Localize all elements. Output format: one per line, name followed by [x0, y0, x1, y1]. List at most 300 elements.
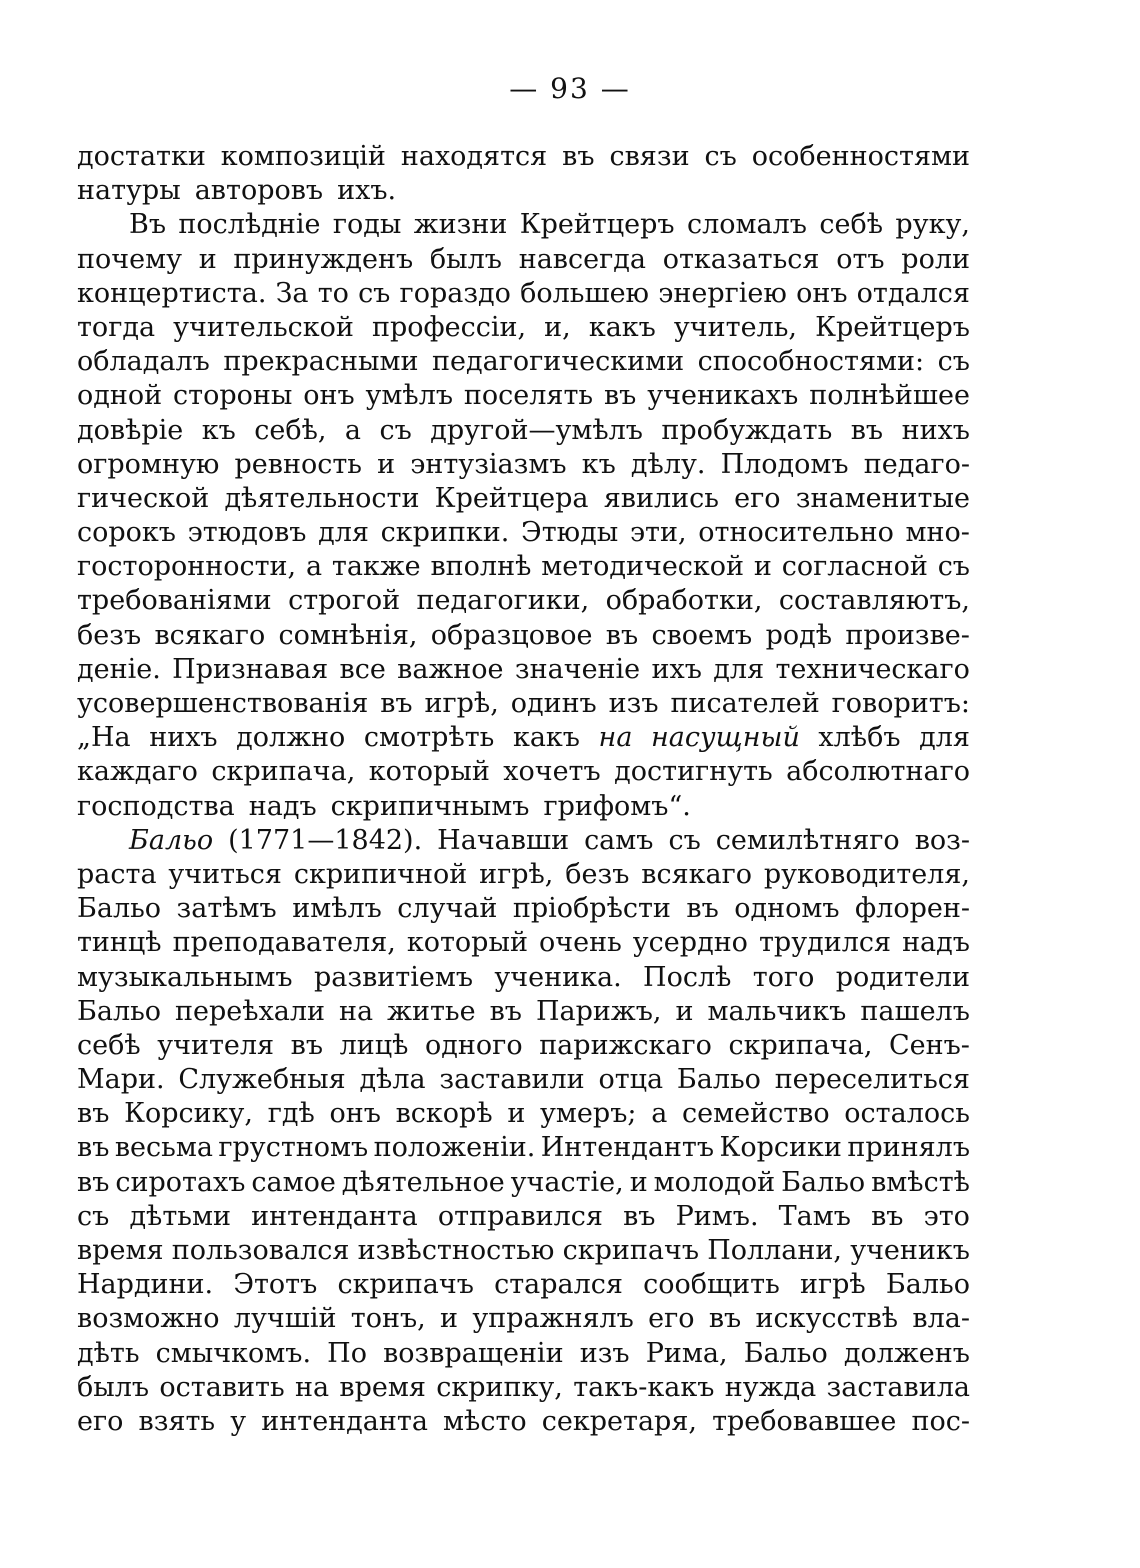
word: онъ — [329, 1098, 381, 1130]
word: Мари. — [77, 1064, 165, 1096]
word: сломалъ — [687, 209, 807, 241]
word: въ — [77, 1166, 110, 1198]
word: „На — [77, 722, 131, 754]
word: надъ — [902, 927, 970, 959]
word: трудился — [758, 927, 892, 959]
word: сомнѣнія, — [278, 619, 418, 651]
word: огромную — [77, 448, 220, 480]
word: для — [318, 517, 369, 549]
word: пос- — [911, 1405, 970, 1437]
word: образцовое — [430, 619, 593, 651]
text-line — [77, 448, 970, 482]
text-line — [77, 1371, 970, 1405]
word: Бальо — [885, 1269, 970, 1301]
word: скрипачъ — [562, 1235, 699, 1266]
word: ихъ — [651, 653, 702, 685]
text-line — [77, 824, 970, 858]
word: профессіи, — [371, 311, 527, 343]
text-line — [77, 1029, 970, 1063]
word: Служебныя — [178, 1064, 346, 1096]
word: въ — [708, 1303, 742, 1335]
word: изъ — [579, 1337, 630, 1369]
word: говоритъ: — [831, 688, 970, 719]
text-line — [77, 1063, 970, 1097]
word: время — [339, 1371, 426, 1403]
word: Начавши — [437, 824, 570, 856]
word: того — [752, 961, 815, 993]
word: почему — [77, 243, 182, 275]
word: грустномъ — [218, 1132, 369, 1164]
word: тинцѣ — [77, 927, 162, 959]
word: достигнуть — [614, 756, 773, 788]
word: явились — [603, 482, 719, 514]
word: положеніи. — [373, 1132, 536, 1164]
page-number: — 93 — — [509, 72, 631, 105]
word: умеръ; — [540, 1098, 637, 1130]
word: участіе, — [510, 1166, 624, 1198]
word: умѣлъ — [365, 380, 454, 412]
word: очень — [538, 927, 622, 959]
word: гической — [77, 482, 210, 514]
word: который — [406, 927, 528, 959]
word: это — [923, 1200, 970, 1232]
word: на — [339, 995, 374, 1027]
word: у — [230, 1405, 247, 1437]
word: концертиста. — [77, 277, 267, 309]
word: методической — [541, 551, 745, 583]
word: парижскаго — [539, 1029, 712, 1061]
text-line — [77, 1337, 970, 1371]
word: возвращеніи — [383, 1337, 564, 1369]
word: все — [339, 653, 386, 685]
word: отдался — [856, 277, 970, 309]
word: а — [344, 414, 362, 446]
word: себѣ — [819, 209, 884, 241]
word: въ — [686, 893, 719, 925]
word: и — [198, 243, 217, 275]
word: педагогики, — [416, 585, 590, 617]
word: случай — [397, 893, 498, 925]
word: учительской — [173, 311, 354, 343]
word: себѣ — [77, 1029, 141, 1061]
word: долженъ — [843, 1337, 970, 1369]
word: онъ — [796, 277, 848, 309]
word: требованіями — [77, 585, 272, 617]
word: безъ — [77, 619, 142, 651]
word: принялъ — [847, 1132, 970, 1164]
word: довѣріе — [77, 414, 184, 446]
word: одной — [77, 380, 163, 412]
text-line — [77, 892, 970, 926]
word: составляютъ, — [778, 585, 970, 617]
word: и — [675, 995, 694, 1027]
word: самое — [251, 1166, 336, 1198]
word: пользовался — [171, 1235, 350, 1266]
word: своемъ — [651, 619, 753, 651]
word: безъ — [565, 858, 630, 890]
word: былъ — [429, 243, 502, 275]
word: вполнѣ — [430, 551, 532, 583]
word: отца — [598, 1064, 664, 1096]
word: оставить — [159, 1371, 285, 1403]
word: музыкальнымъ — [77, 961, 293, 993]
word: произве- — [845, 619, 970, 651]
word: одинъ — [510, 688, 597, 719]
word: За — [275, 277, 309, 309]
body-text — [77, 140, 970, 1439]
word: раста — [77, 858, 157, 890]
word: Въ — [129, 209, 167, 241]
word: изъ — [608, 688, 659, 719]
word: Поллани, — [707, 1235, 842, 1266]
word: такъ-какъ — [573, 1371, 715, 1403]
word: вскорѣ — [395, 1098, 493, 1130]
word: и — [507, 1098, 526, 1130]
text-line — [77, 1234, 970, 1268]
word: Этюды — [521, 517, 619, 549]
text-line — [77, 414, 970, 448]
word: съ — [358, 277, 391, 309]
word: прекрасными — [223, 346, 419, 378]
word: вла- — [912, 1303, 970, 1335]
word: Бальо — [676, 1064, 761, 1096]
word: весьма — [114, 1132, 213, 1164]
word: нужда — [724, 1371, 817, 1403]
word: Римъ. — [675, 1200, 759, 1232]
word: молодой — [653, 1166, 776, 1198]
word: Крейтцеръ — [519, 209, 675, 241]
word: упражнялъ — [472, 1303, 634, 1335]
word: сорокъ — [77, 517, 176, 549]
word: искусствѣ — [755, 1303, 899, 1335]
word: жизни — [413, 209, 508, 241]
word: семейство — [682, 1098, 830, 1130]
word: усердно — [632, 927, 748, 959]
text-line — [77, 755, 970, 789]
word: лицѣ — [339, 1029, 409, 1061]
word: тогда — [77, 311, 156, 343]
text-line — [77, 516, 970, 550]
word: время — [77, 1235, 164, 1266]
word: грифомъ“. — [543, 790, 691, 822]
word: семилѣтняго — [715, 824, 900, 856]
word: имѣлъ — [292, 893, 382, 925]
text-line — [77, 550, 970, 584]
text-line — [77, 311, 970, 345]
text-line — [77, 1097, 970, 1131]
word: Интендантъ — [540, 1132, 715, 1164]
word: учиться — [168, 858, 282, 890]
word: гдѣ — [267, 1098, 315, 1130]
word: въ — [623, 1200, 656, 1232]
text-line — [77, 790, 970, 824]
word: учителя — [157, 1029, 275, 1061]
word: мно- — [905, 517, 970, 549]
word: воз- — [914, 824, 970, 856]
word: вмѣстѣ — [871, 1166, 970, 1198]
word: находятся — [400, 141, 548, 172]
word: Сенъ- — [889, 1029, 970, 1061]
word: въ — [850, 414, 884, 446]
word: на — [294, 1371, 330, 1403]
word: въ — [380, 688, 413, 719]
word: какъ — [512, 722, 580, 754]
word: а — [305, 551, 323, 583]
word: съ — [668, 824, 701, 856]
word: надъ — [248, 790, 317, 822]
word: преподавателя, — [172, 927, 396, 959]
word: натуры — [77, 175, 181, 207]
word: руководителя, — [763, 858, 970, 890]
word: какъ — [588, 311, 656, 343]
text-line — [77, 482, 970, 516]
word: строгой — [288, 585, 401, 617]
word: Бальо — [781, 1166, 866, 1198]
word: другой—умѣлъ — [430, 414, 643, 446]
word: педагогическими — [432, 346, 685, 378]
text-line — [77, 345, 970, 379]
word: въ — [603, 380, 637, 412]
word: сиротахъ — [115, 1166, 246, 1198]
word: дѣтьми — [129, 1200, 231, 1232]
word: въ — [871, 1200, 904, 1232]
word: согласной — [781, 551, 928, 583]
word: скрипки. — [380, 517, 510, 549]
word: обладалъ — [77, 346, 210, 378]
word: въ — [489, 995, 522, 1027]
word: обработки, — [605, 585, 763, 617]
word: былъ — [77, 1371, 150, 1403]
word: отправился — [437, 1200, 603, 1232]
text-line — [77, 208, 970, 242]
word: осталось — [844, 1098, 970, 1130]
word: важное — [397, 653, 504, 685]
word: скрипичнымъ — [330, 790, 530, 822]
word: одного — [425, 1029, 523, 1061]
word: дѣятельное — [341, 1166, 505, 1198]
word: всякаго — [641, 858, 752, 890]
word: поселять — [463, 380, 594, 412]
word: и — [440, 1303, 459, 1335]
word: авторовъ — [194, 175, 324, 207]
text-line — [77, 277, 970, 311]
word: дѣла — [359, 1064, 426, 1096]
word: его — [648, 1303, 695, 1335]
word: себѣ, — [254, 414, 327, 446]
text-line — [77, 653, 970, 687]
text-line — [77, 1302, 970, 1336]
word: достатки — [77, 141, 206, 172]
word: въ — [77, 1132, 110, 1164]
word: съ — [704, 141, 737, 172]
word: дѣлу. — [630, 448, 706, 480]
word: родители — [835, 961, 970, 993]
word: учитель, — [673, 311, 798, 343]
word: ученикъ — [850, 1235, 970, 1266]
word: писателей — [670, 688, 820, 719]
text-line — [77, 926, 970, 960]
word: скрипку, — [436, 1371, 563, 1403]
word: относительно — [698, 517, 894, 549]
word: житье — [387, 995, 476, 1027]
word: отказаться — [662, 243, 820, 275]
word: скрипача, — [728, 1029, 873, 1061]
word: большею — [520, 277, 650, 309]
word: съ — [937, 551, 970, 583]
text-line — [77, 1166, 970, 1200]
word: на — [598, 722, 633, 754]
text-line — [77, 1200, 970, 1234]
word: техническаго — [775, 653, 970, 685]
word: По — [327, 1337, 367, 1369]
word: самъ — [584, 824, 654, 856]
word: заставили — [439, 1064, 585, 1096]
word: госторонности, — [77, 551, 297, 583]
word: извѣстностью — [357, 1235, 555, 1266]
word: къ — [581, 448, 616, 480]
word: значеніе — [514, 653, 641, 685]
word: а — [651, 1098, 668, 1130]
word: игрѣ, — [424, 688, 499, 719]
word: нихъ — [149, 722, 218, 754]
word: родѣ — [765, 619, 833, 651]
word: каждаго — [77, 756, 198, 788]
word: ревность — [234, 448, 362, 480]
word: и — [753, 551, 772, 583]
text-line — [77, 1405, 970, 1439]
word: ученика. — [494, 961, 622, 993]
word: гораздо — [399, 277, 511, 309]
word: ученикахъ — [647, 380, 799, 412]
word: тонъ, — [350, 1303, 426, 1335]
word: хочетъ — [503, 756, 601, 788]
word: пробуждать — [661, 414, 833, 446]
word: Бальо — [743, 1337, 828, 1369]
word: пашелъ — [860, 995, 970, 1027]
word: игрѣ — [799, 1269, 866, 1301]
text-line — [77, 379, 970, 413]
word: скрипача, — [211, 756, 356, 788]
text-line — [77, 584, 970, 618]
word: композицій — [220, 141, 386, 172]
word: его — [77, 1405, 124, 1437]
word: Нардини. — [77, 1269, 214, 1301]
word: Парижъ, — [535, 995, 662, 1027]
word: интенданта — [261, 1405, 428, 1437]
word: нихъ — [901, 414, 970, 446]
word: насущный — [651, 722, 800, 754]
word: эти, — [629, 517, 687, 549]
word: годы — [332, 209, 402, 241]
word: всякаго — [154, 619, 266, 651]
word: хлѣбъ — [818, 722, 901, 754]
word: господства — [77, 790, 235, 822]
word: и — [377, 448, 396, 480]
word: мѣсто — [443, 1405, 527, 1437]
text-line — [77, 721, 970, 755]
text-line — [77, 1268, 970, 1302]
word: Крейтцеръ — [815, 311, 970, 343]
word: въ — [605, 619, 639, 651]
word: Бальо — [77, 893, 162, 925]
word: его — [734, 482, 781, 514]
text-line — [77, 687, 970, 721]
word: взять — [138, 1405, 216, 1437]
word: то — [317, 277, 349, 309]
word: ихъ. — [337, 175, 397, 207]
word: заставила — [826, 1371, 970, 1403]
word: связи — [609, 141, 690, 172]
word: энтузіазмъ — [410, 448, 567, 480]
word: энергіею — [658, 277, 787, 309]
word: затѣмъ — [176, 893, 277, 925]
word: игрѣ, — [479, 858, 554, 890]
word: онъ — [303, 380, 355, 412]
word: руку, — [895, 209, 970, 241]
word: сообщить — [643, 1269, 780, 1301]
word: скрипачъ — [337, 1269, 474, 1301]
word: дѣть — [77, 1337, 140, 1369]
word: роли — [901, 243, 970, 275]
word: смычкомъ. — [155, 1337, 312, 1369]
word: Бальо — [77, 995, 162, 1027]
word: въ — [290, 1029, 324, 1061]
text-line — [77, 140, 970, 174]
word: принужденъ — [233, 243, 414, 275]
word: Корсику, — [124, 1098, 253, 1130]
word: съ — [77, 1200, 110, 1232]
word: мальчикъ — [707, 995, 847, 1027]
word: Плодомъ — [720, 448, 849, 480]
word: деніе. — [77, 653, 161, 685]
word: дѣятельности — [224, 482, 420, 514]
word: переѣхали — [175, 995, 326, 1027]
word: и, — [544, 311, 571, 343]
word: Корсики — [719, 1132, 842, 1164]
word: абсолютнаго — [786, 756, 970, 788]
word: (1771—1842). — [228, 824, 423, 856]
text-line — [77, 858, 970, 892]
word: лучшій — [233, 1303, 337, 1335]
word: этюдовъ — [187, 517, 307, 549]
word: переселиться — [774, 1064, 970, 1096]
word: особенностями — [751, 141, 970, 172]
word: пріобрѣсти — [512, 893, 671, 925]
word: въ — [562, 141, 595, 172]
word: требовавшее — [712, 1405, 897, 1437]
word: послѣдніе — [178, 209, 321, 241]
text-line — [77, 995, 970, 1029]
word: Признавая — [172, 653, 329, 685]
word: Этотъ — [233, 1269, 318, 1301]
word: Рима, — [645, 1337, 728, 1369]
word: отъ — [836, 243, 885, 275]
text-line — [77, 961, 970, 995]
word: смотрѣть — [363, 722, 495, 754]
word: который — [368, 756, 490, 788]
word: стороны — [173, 380, 293, 412]
word: Послѣ — [643, 961, 732, 993]
word: въ — [77, 1098, 110, 1130]
text-line — [77, 243, 970, 277]
word: одномъ — [734, 893, 840, 925]
word: знаменитые — [795, 482, 970, 514]
word: для — [919, 722, 970, 754]
word: съ — [379, 414, 412, 446]
word: Крейтцера — [434, 482, 589, 514]
text-line — [77, 1131, 970, 1165]
word: секретаря, — [541, 1405, 697, 1437]
